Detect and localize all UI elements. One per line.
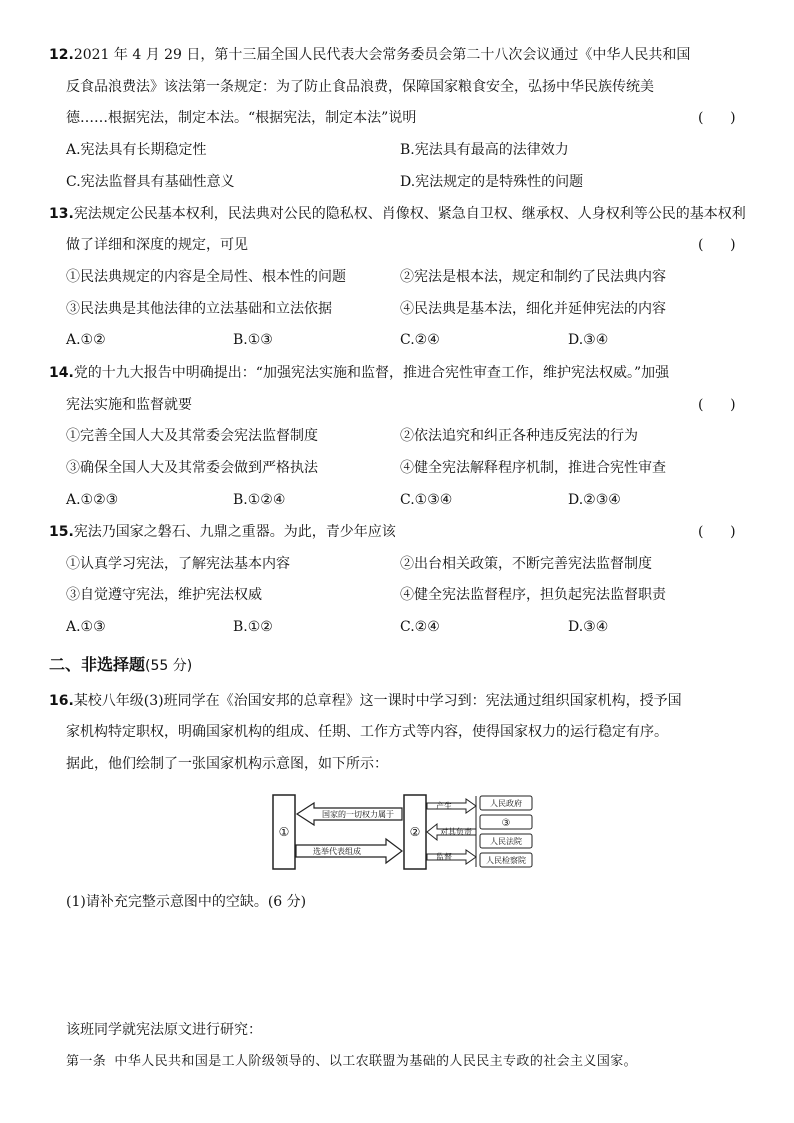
q15-option-a: A.①③ [66, 619, 106, 635]
q16-line4: 该班同学就宪法原文进行研究： [66, 1022, 262, 1038]
q14-statement-3: ③确保全国人大及其常委会做到严格执法 [66, 460, 318, 476]
q15-line1: 15.宪法乃国家之磐石、九鼎之重器。为此，青少年应该 [49, 524, 396, 540]
q14-statement-4: ④健全宪法解释程序机制，推进合宪性审查 [400, 460, 666, 476]
q13-line2: 做了详细和深度的规定，可见 [66, 237, 248, 253]
q12-answer-paren: ( ) [698, 110, 736, 126]
q14-number: 14. [49, 365, 74, 381]
q16-line1: 16.某校八年级(3)班同学在《治国安邦的总章程》这一课时中学习到：宪法通过组织国家机构，授予国 [49, 693, 682, 709]
diagram-left-label: ① [278, 825, 290, 839]
q13-option-b: B.①③ [233, 332, 273, 348]
q12-option-b: B.宪法具有最高的法律效力 [400, 142, 569, 158]
q16-line3: 据此，他们绘制了一张国家机构示意图，如下所示： [66, 756, 388, 772]
q12-number: 12. [49, 47, 74, 63]
q13-option-a: A.①② [66, 332, 106, 348]
diagram-right-3-label: 人民法院 [490, 837, 522, 846]
q14-option-d: D.②③④ [568, 492, 621, 508]
q15-statement-2: ②出台相关政策，不断完善宪法监督制度 [400, 556, 652, 572]
q15-option-d: D.③④ [568, 619, 609, 635]
q13-statement-1: ①民法典规定的内容是全局性、根本性的问题 [66, 269, 346, 285]
q12-line3: 德……根据宪法，制定本法。“根据宪法，制定本法”说明 [66, 110, 417, 126]
q13-statement-4: ④民法典是基本法，细化并延伸宪法的内容 [400, 301, 666, 317]
q13-answer-paren: ( ) [698, 237, 736, 253]
q13-option-d: D.③④ [568, 332, 609, 348]
q13-statement-2: ②宪法是根本法，规定和制约了民法典内容 [400, 269, 666, 285]
q14-statement-2: ②依法追究和纠正各种违反宪法的行为 [400, 428, 638, 444]
diagram-mid-label: ② [409, 825, 421, 839]
q14-line1: 14.党的十九大报告中明确提出：“加强宪法实施和监督，推进合宪性审查工作，维护宪法权威。”加强 [49, 365, 670, 381]
q12-option-c: C.宪法监督具有基础性意义 [66, 174, 235, 190]
q14-option-c: C.①③④ [400, 492, 453, 508]
q13-statement-3: ③民法典是其他法律的立法基础和立法依据 [66, 301, 332, 317]
q15-number: 15. [49, 524, 74, 540]
q12-line2: 反食品浪费法》该法第一条规定：为了防止食品浪费，保障国家粮食安全，弘扬中华民族传统美 [66, 79, 654, 95]
diagram-right-1-label: 人民政府 [490, 799, 522, 808]
q13-line1: 13.宪法规定公民基本权利，民法典对公民的隐私权、肖像权、紧急自卫权、继承权、人身权利等公民的基本权利 [49, 206, 746, 222]
q16-number: 16. [49, 693, 74, 709]
diagram-arrow-top-label: 国家的一切权力属于 [322, 810, 394, 819]
q15-answer-paren: ( ) [698, 524, 736, 540]
q16-sub1: (1)请补充完整示意图中的空缺。(6 分) [66, 894, 307, 910]
diagram-arrow-bottom-label: 选举代表组成 [313, 847, 361, 856]
diagram-right-4-label: 人民检察院 [486, 856, 526, 865]
q14-option-a: A.①②③ [66, 492, 119, 508]
q14-option-b: B.①②④ [233, 492, 286, 508]
q16-line2: 家机构特定职权，明确国家机构的组成、任期、工作方式等内容，使得国家权力的运行稳定有序。 [66, 724, 668, 740]
diagram-rel-3-label: 监督 [436, 852, 452, 862]
q13-number: 13. [49, 206, 74, 222]
q15-option-c: C.②④ [400, 619, 440, 635]
diagram-rel-1-label: 产生 [436, 801, 452, 811]
q14-line2: 宪法实施和监督就要 [66, 397, 192, 413]
diagram-right-2-label: ③ [501, 818, 511, 829]
q15-statement-1: ①认真学习宪法，了解宪法基本内容 [66, 556, 290, 572]
q12-option-d: D.宪法规定的是特殊性的问题 [400, 174, 584, 190]
q13-option-c: C.②④ [400, 332, 440, 348]
section-2-title: 二、非选择题(55 分) [49, 655, 193, 674]
q14-statement-1: ①完善全国人大及其常委会宪法监督制度 [66, 428, 318, 444]
state-organs-diagram [272, 793, 534, 871]
q14-answer-paren: ( ) [698, 397, 736, 413]
q12-line1: 12.2021 年 4 月 29 日，第十三届全国人民代表大会常务委员会第二十八次会议通过《中华人民共和国 [49, 47, 691, 63]
diagram-rel-2-label: 对其负责 [440, 827, 472, 837]
diagram-svg [272, 793, 534, 871]
q16-line5: 第一条 中华人民共和国是工人阶级领导的、以工农联盟为基础的人民民主专政的社会主义国家。 [66, 1054, 638, 1069]
q15-option-b: B.①② [233, 619, 273, 635]
q15-statement-3: ③自觉遵守宪法，维护宪法权威 [66, 587, 262, 603]
q12-option-a: A.宪法具有长期稳定性 [66, 142, 207, 158]
section-2-points: (55 分) [145, 658, 193, 674]
q15-statement-4: ④健全宪法监督程序，担负起宪法监督职责 [400, 587, 666, 603]
